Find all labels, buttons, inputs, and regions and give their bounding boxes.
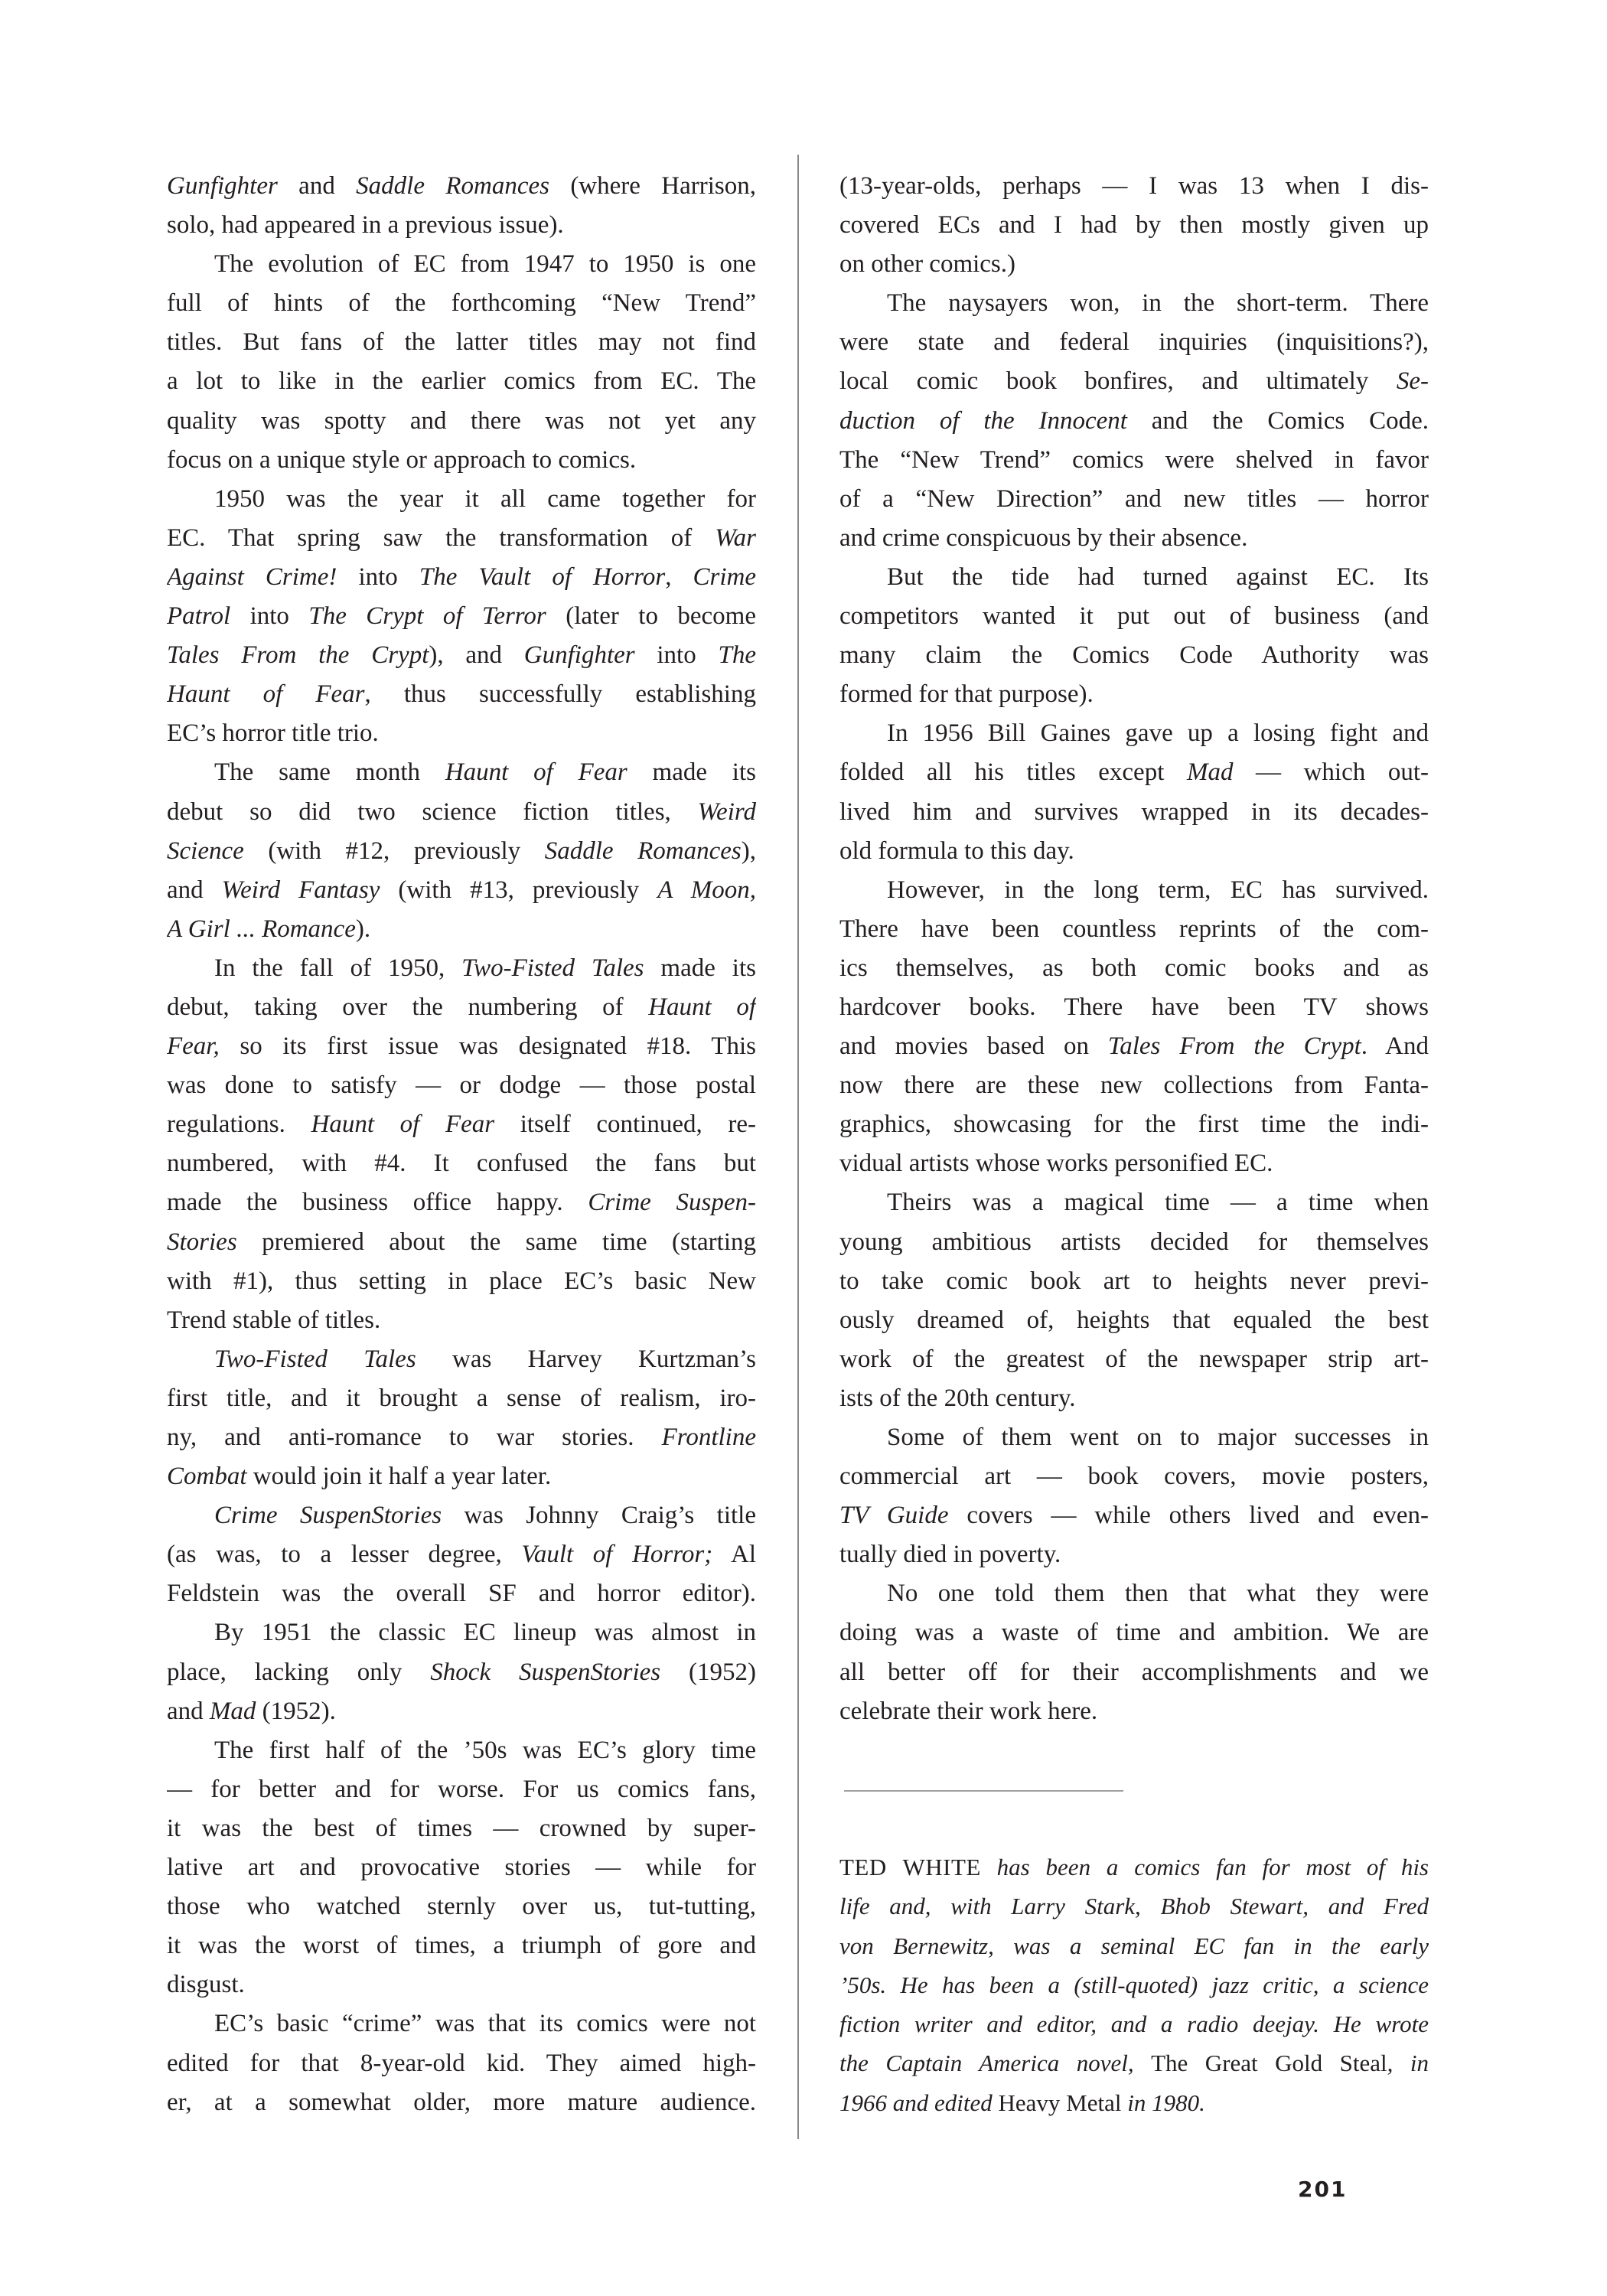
body-text: it was the worst of times, a triumph of gore and bbox=[167, 1932, 756, 1960]
bio-text: von Bernewitz, was a seminal EC fan in the early bbox=[839, 1932, 1429, 1959]
left-column-text-line bbox=[167, 519, 756, 558]
italic-title-text: Crime Suspen- bbox=[588, 1189, 756, 1217]
body-text: EC’s basic “crime” was that its comics were not bbox=[214, 2010, 756, 2038]
italic-title-text: duction of the Innocent bbox=[839, 406, 1127, 435]
body-text: into bbox=[230, 602, 309, 631]
italic-title-text: The Vault of Horror bbox=[419, 563, 666, 591]
body-text: lived him and survives wrapped in its decades- bbox=[839, 797, 1429, 826]
italic-title-text: A Girl ... Romance bbox=[167, 915, 356, 943]
right-column-text-line bbox=[839, 1027, 1429, 1066]
left-column-text-line bbox=[167, 1457, 756, 1496]
italic-title-text: Crime bbox=[693, 563, 756, 591]
body-text: vidual artists whose works personified EC. bbox=[839, 1150, 1273, 1178]
body-text: formed for that purpose). bbox=[839, 680, 1094, 709]
italic-title-text: Se- bbox=[1396, 367, 1429, 396]
body-text: tually died in poverty. bbox=[839, 1541, 1061, 1569]
italic-title-text: War bbox=[715, 523, 756, 552]
bio-text: in 1980. bbox=[1121, 2089, 1205, 2116]
left-column-text-line bbox=[167, 1027, 756, 1066]
left-column-text-line bbox=[167, 1496, 756, 1535]
body-text: ). bbox=[355, 915, 371, 943]
left-column-text-line bbox=[167, 1887, 756, 1926]
left-column-text-line bbox=[167, 1418, 756, 1457]
right-column-text-line bbox=[839, 558, 1429, 597]
body-text: debut, taking over the numbering of bbox=[167, 993, 649, 1021]
body-text: with #1), thus setting in place EC’s basic New bbox=[167, 1267, 756, 1295]
body-text: titles. But fans of the latter titles may not find bbox=[167, 328, 756, 357]
left-column-text-line bbox=[167, 167, 756, 206]
left-column-text-line bbox=[167, 910, 756, 949]
right-column-text-line bbox=[839, 675, 1429, 714]
body-text: made its bbox=[627, 758, 756, 787]
left-column-text-line bbox=[167, 284, 756, 323]
right-column-text-line bbox=[839, 1613, 1429, 1652]
left-column-text-line bbox=[167, 988, 756, 1027]
left-column-text-line bbox=[167, 832, 756, 871]
italic-title-text: Haunt of Fear bbox=[445, 758, 627, 787]
italic-title-text: Haunt of Fear bbox=[167, 680, 365, 709]
left-column-text-line bbox=[167, 2044, 756, 2083]
body-text: premiered about the same time (starting bbox=[236, 1228, 756, 1256]
body-text: EC. That spring saw the transformation of bbox=[167, 523, 715, 552]
body-text: 1950 was the year it all came together for bbox=[214, 484, 756, 513]
body-text: and crime conspicuous by their absence. bbox=[839, 523, 1248, 552]
body-text: ny, and anti-romance to war stories. bbox=[167, 1424, 662, 1451]
body-text: Trend stable of titles. bbox=[167, 1306, 381, 1334]
body-text: celebrate their work here. bbox=[839, 1697, 1098, 1725]
author-bio bbox=[839, 1848, 1429, 2122]
left-column-text-line bbox=[167, 871, 756, 910]
left-column-text-line bbox=[167, 1223, 756, 1262]
italic-title-text: Vault of Horror; bbox=[521, 1541, 713, 1569]
right-column-text-line bbox=[839, 1183, 1429, 1222]
body-text: . And bbox=[1361, 1032, 1429, 1061]
left-column-text-line bbox=[167, 1965, 756, 2004]
right-column-text-line bbox=[839, 832, 1429, 871]
italic-title-text: Tales From the Crypt bbox=[167, 641, 429, 670]
italic-title-text: Gunfighter bbox=[167, 172, 278, 200]
body-text: (with #12, previously bbox=[243, 837, 545, 865]
right-column-text-line bbox=[839, 1340, 1429, 1379]
body-text: Feldstein was the overall SF and horror editor). bbox=[167, 1580, 756, 1608]
left-column-text-line bbox=[167, 1066, 756, 1105]
body-text: (with #13, previously bbox=[380, 876, 658, 904]
italic-title-text: Patrol bbox=[167, 602, 231, 631]
italic-title-text: Mad bbox=[1186, 758, 1234, 787]
italic-title-text: TV Guide bbox=[839, 1502, 949, 1530]
bio-text-line bbox=[839, 2043, 1429, 2082]
left-column-text-line bbox=[167, 636, 756, 675]
italic-title-text: Gunfighter bbox=[523, 641, 635, 670]
body-text: focus on a unique style or approach to comics. bbox=[167, 445, 637, 474]
body-text: those who watched sternly over us, tut-tutting, bbox=[167, 1893, 756, 1921]
italic-title-text: Stories bbox=[167, 1228, 237, 1256]
body-text: young ambitious artists decided for themselves bbox=[839, 1228, 1429, 1256]
bio-text-line bbox=[839, 1965, 1429, 2004]
column-divider bbox=[797, 155, 799, 2139]
left-column-text-line bbox=[167, 1183, 756, 1222]
body-text: all better off for their accomplishments and we bbox=[839, 1658, 1429, 1686]
bio-text: life and, with Larry Stark, Bhob Stewart, and Fred bbox=[839, 1893, 1429, 1920]
author-name: TED WHITE bbox=[839, 1854, 981, 1880]
italic-title-text: Haunt of bbox=[648, 993, 756, 1021]
body-text: made its bbox=[644, 954, 756, 982]
left-column-text-line bbox=[167, 245, 756, 284]
work-title-text: The Great Gold Steal bbox=[1151, 2050, 1387, 2077]
body-text: folded all his titles except bbox=[839, 758, 1187, 787]
body-text: quality was spotty and there was not yet any bbox=[167, 406, 756, 435]
body-text: No one told them then that what they were bbox=[887, 1580, 1429, 1608]
body-text: now there are these new collections from Fanta- bbox=[839, 1071, 1429, 1100]
page-number: 201 bbox=[1298, 2177, 1348, 2202]
left-column-text-line bbox=[167, 1262, 756, 1301]
body-text: (13-year-olds, perhaps — I was 13 when I dis- bbox=[839, 172, 1429, 200]
left-column-text-line bbox=[167, 1340, 756, 1379]
italic-title-text: Fear, bbox=[167, 1032, 220, 1061]
body-text: In 1956 Bill Gaines gave up a losing fight and bbox=[887, 719, 1429, 748]
left-column-text-line bbox=[167, 2083, 756, 2122]
body-text: made the business office happy. bbox=[167, 1189, 588, 1217]
body-text: local comic book bonfires, and ultimately bbox=[839, 367, 1397, 396]
italic-title-text: Mad bbox=[209, 1697, 256, 1725]
italic-title-text: Saddle Romances bbox=[356, 172, 549, 200]
right-column-text-line bbox=[839, 323, 1429, 362]
body-text: ously dreamed of, heights that equaled the best bbox=[839, 1306, 1429, 1334]
body-text: (1952) bbox=[660, 1658, 756, 1686]
italic-title-text: Two-Fisted Tales bbox=[461, 954, 644, 982]
body-text: was Harvey Kurtzman’s bbox=[416, 1345, 756, 1373]
body-text: hardcover books. There have been TV shows bbox=[839, 993, 1429, 1021]
right-column-text-line bbox=[839, 1105, 1429, 1144]
right-column-text-line bbox=[839, 714, 1429, 753]
body-text: regulations. bbox=[167, 1110, 311, 1139]
bio-text-line bbox=[839, 2004, 1429, 2043]
left-column-text-line bbox=[167, 597, 756, 636]
body-text: first title, and it brought a sense of realism, iro- bbox=[167, 1384, 756, 1412]
body-text: was done to satisfy — or dodge — those postal bbox=[167, 1071, 756, 1100]
right-column-text-line bbox=[839, 793, 1429, 832]
body-text: By 1951 the classic EC lineup was almost in bbox=[214, 1619, 756, 1647]
body-text: Some of them went on to major successes in bbox=[887, 1424, 1429, 1451]
body-text: old formula to this day. bbox=[839, 837, 1074, 865]
left-column-text-line bbox=[167, 1301, 756, 1340]
right-column-text-line bbox=[839, 1535, 1429, 1574]
bio-separator-rule bbox=[844, 1790, 1123, 1792]
body-text: full of hints of the forthcoming “New Trend” bbox=[167, 289, 756, 318]
body-text: EC’s horror title trio. bbox=[167, 719, 379, 748]
italic-title-text: The Crypt of Terror bbox=[308, 602, 546, 631]
right-column-text-line bbox=[839, 910, 1429, 949]
right-column-text-line bbox=[839, 1418, 1429, 1457]
bio-text: ’50s. He has been a (still-quoted) jazz critic, a science bbox=[839, 1971, 1429, 1998]
left-column-text-line bbox=[167, 362, 756, 401]
right-column-text-line bbox=[839, 753, 1429, 792]
body-text: The naysayers won, in the short-term. There bbox=[887, 289, 1429, 318]
left-column-text-line bbox=[167, 480, 756, 519]
left-column-text-line bbox=[167, 714, 756, 753]
left-column-text-line bbox=[167, 1809, 756, 1848]
body-text: ics themselves, as both comic books and as bbox=[839, 954, 1429, 982]
left-column-text-line bbox=[167, 206, 756, 245]
right-column-text-line bbox=[839, 519, 1429, 558]
left-column-text-line bbox=[167, 1692, 756, 1731]
right-column-text-line bbox=[839, 1379, 1429, 1418]
body-text: and the Comics Code. bbox=[1126, 406, 1429, 435]
body-text: so its first issue was designated #18. This bbox=[219, 1032, 756, 1061]
bio-text-line bbox=[839, 2083, 1429, 2122]
left-column-text-line bbox=[167, 675, 756, 714]
left-column-text-line bbox=[167, 949, 756, 988]
body-text: competitors wanted it put out of business (and bbox=[839, 602, 1429, 631]
body-text: (as was, to a lesser degree, bbox=[167, 1541, 522, 1569]
body-text: a lot to like in the earlier comics from EC. The bbox=[167, 367, 756, 396]
italic-title-text: Haunt of Fear bbox=[311, 1110, 495, 1139]
body-text: There have been countless reprints of the com- bbox=[839, 915, 1429, 943]
body-text: on other comics.) bbox=[839, 250, 1016, 279]
right-column-text-line bbox=[839, 1223, 1429, 1262]
left-column-text-line bbox=[167, 1105, 756, 1144]
body-text: and bbox=[167, 876, 222, 904]
right-column-text-line bbox=[839, 480, 1429, 519]
body-text: (where Harrison, bbox=[549, 172, 756, 200]
body-text: itself continued, re- bbox=[494, 1110, 756, 1139]
italic-title-text: Combat bbox=[167, 1463, 247, 1491]
body-text: it was the best of times — crowned by super- bbox=[167, 1814, 756, 1842]
left-column-text-line bbox=[167, 2004, 756, 2043]
left-column-text-line bbox=[167, 1731, 756, 1770]
body-text: , bbox=[665, 563, 693, 591]
body-text: solo, had appeared in a previous issue). bbox=[167, 211, 564, 240]
bio-text-line bbox=[839, 1848, 1429, 1887]
italic-title-text: Frontline bbox=[661, 1424, 756, 1451]
italic-title-text: Saddle Romances bbox=[544, 837, 742, 865]
body-text: In the fall of 1950, bbox=[214, 954, 462, 982]
left-column-text-line bbox=[167, 1613, 756, 1652]
right-column-text-line bbox=[839, 284, 1429, 323]
italic-title-text: Science bbox=[167, 837, 244, 865]
body-text: and movies based on bbox=[839, 1032, 1108, 1061]
right-column bbox=[839, 167, 1429, 1731]
italic-title-text: Against Crime! bbox=[167, 563, 337, 591]
bio-text: fiction writer and editor, and a radio deejay. He wrote bbox=[839, 2011, 1429, 2038]
body-text: place, lacking only bbox=[167, 1658, 431, 1686]
italic-title-text: Weird Fantasy bbox=[221, 876, 380, 904]
italic-title-text: A Moon, bbox=[657, 876, 756, 904]
body-text: Theirs was a magical time — a time when bbox=[887, 1189, 1429, 1217]
body-text: — for better and for worse. For us comics fans, bbox=[167, 1775, 756, 1803]
work-title-text: Heavy Metal bbox=[998, 2089, 1122, 2116]
left-column-text-line bbox=[167, 1144, 756, 1183]
bio-text-line bbox=[839, 1926, 1429, 1965]
right-column-text-line bbox=[839, 1574, 1429, 1613]
right-column-text-line bbox=[839, 167, 1429, 206]
right-column-text-line bbox=[839, 1301, 1429, 1340]
body-text: and bbox=[277, 172, 357, 200]
bio-text: 1966 and edited bbox=[839, 2089, 999, 2116]
left-column-text-line bbox=[167, 1379, 756, 1418]
body-text: numbered, with #4. It confused the fans but bbox=[167, 1150, 756, 1178]
bio-text: has been a comics fan for most of his bbox=[980, 1854, 1429, 1880]
left-column-text-line bbox=[167, 1770, 756, 1809]
body-text: doing was a waste of time and ambition. We are bbox=[839, 1619, 1429, 1647]
right-column-text-line bbox=[839, 362, 1429, 401]
right-column-text-line bbox=[839, 402, 1429, 441]
body-text: Al bbox=[712, 1541, 756, 1569]
left-column bbox=[167, 167, 756, 2122]
right-column-text-line bbox=[839, 949, 1429, 988]
body-text: debut so did two science fiction titles, bbox=[167, 797, 698, 826]
italic-title-text: Weird bbox=[697, 797, 756, 826]
body-text: and bbox=[167, 1697, 210, 1725]
body-text: work of the greatest of the newspaper strip art- bbox=[839, 1345, 1429, 1373]
left-column-text-line bbox=[167, 441, 756, 480]
body-text: The same month bbox=[214, 758, 445, 787]
right-column-text-line bbox=[839, 597, 1429, 636]
body-text: were state and federal inquiries (inquisitions?), bbox=[839, 328, 1429, 357]
body-text: covers — while others lived and even- bbox=[948, 1502, 1429, 1530]
italic-title-text: The bbox=[718, 641, 756, 670]
body-text: covered ECs and I had by then mostly given up bbox=[839, 211, 1429, 240]
italic-title-text: Two-Fisted Tales bbox=[214, 1345, 416, 1373]
left-column-text-line bbox=[167, 1653, 756, 1692]
right-column-text-line bbox=[839, 1692, 1429, 1731]
body-text: ists of the 20th century. bbox=[839, 1384, 1076, 1412]
bio-text: the Captain America novel, bbox=[839, 2050, 1152, 2077]
body-text: disgust. bbox=[167, 1971, 245, 1999]
left-column-text-line bbox=[167, 1848, 756, 1887]
body-text: commercial art — book covers, movie posters, bbox=[839, 1463, 1429, 1491]
left-column-text-line bbox=[167, 402, 756, 441]
right-column-text-line bbox=[839, 206, 1429, 245]
left-column-text-line bbox=[167, 1574, 756, 1613]
body-text: many claim the Comics Code Authority was bbox=[839, 641, 1429, 670]
italic-title-text: Tales From the Crypt bbox=[1107, 1032, 1361, 1061]
body-text: The “New Trend” comics were shelved in favor bbox=[839, 445, 1429, 474]
right-column-text-line bbox=[839, 1066, 1429, 1105]
left-column-text-line bbox=[167, 558, 756, 597]
right-column-text-line bbox=[839, 871, 1429, 910]
body-text: But the tide had turned against EC. Its bbox=[887, 563, 1429, 591]
right-column-text-line bbox=[839, 245, 1429, 284]
left-column-text-line bbox=[167, 753, 756, 792]
right-column-text-line bbox=[839, 636, 1429, 675]
right-column-text-line bbox=[839, 1144, 1429, 1183]
left-column-text-line bbox=[167, 793, 756, 832]
body-text: graphics, showcasing for the first time the indi- bbox=[839, 1110, 1429, 1139]
body-text: into bbox=[337, 563, 419, 591]
body-text: (later to become bbox=[546, 602, 756, 631]
body-text: ), and bbox=[429, 641, 524, 670]
right-column-text-line bbox=[839, 1262, 1429, 1301]
italic-title-text: Crime SuspenStories bbox=[214, 1502, 442, 1530]
body-text: would join it half a year later. bbox=[246, 1463, 552, 1491]
left-column-text-line bbox=[167, 1535, 756, 1574]
left-column-text-line bbox=[167, 1926, 756, 1965]
bio-text-line bbox=[839, 1887, 1429, 1926]
body-text: into bbox=[634, 641, 719, 670]
right-column-text-line bbox=[839, 1653, 1429, 1692]
body-text: lative art and provocative stories — while for bbox=[167, 1854, 756, 1882]
body-text: (1952). bbox=[256, 1697, 336, 1725]
body-text: , thus successfully establishing bbox=[364, 680, 756, 709]
body-text: edited for that 8-year-old kid. They aimed high- bbox=[167, 2049, 756, 2077]
body-text: was Johnny Craig’s title bbox=[442, 1502, 756, 1530]
body-text: of a “New Direction” and new titles — horror bbox=[839, 484, 1429, 513]
bio-text: , in bbox=[1387, 2050, 1429, 2077]
right-column-text-line bbox=[839, 1457, 1429, 1496]
right-column-text-line bbox=[839, 1496, 1429, 1535]
body-text: However, in the long term, EC has survived. bbox=[887, 876, 1429, 904]
right-column-text-line bbox=[839, 988, 1429, 1027]
body-text: ), bbox=[741, 837, 756, 865]
body-text: er, at a somewhat older, more mature audience. bbox=[167, 2088, 756, 2116]
body-text: — which out- bbox=[1233, 758, 1429, 787]
body-text: The evolution of EC from 1947 to 1950 is one bbox=[214, 250, 756, 279]
left-column-text-line bbox=[167, 323, 756, 362]
body-text: The first half of the ’50s was EC’s glory time bbox=[214, 1736, 756, 1764]
right-column-text-line bbox=[839, 441, 1429, 480]
body-text: to take comic book art to heights never previ- bbox=[839, 1267, 1429, 1295]
italic-title-text: Shock SuspenStories bbox=[430, 1658, 661, 1686]
